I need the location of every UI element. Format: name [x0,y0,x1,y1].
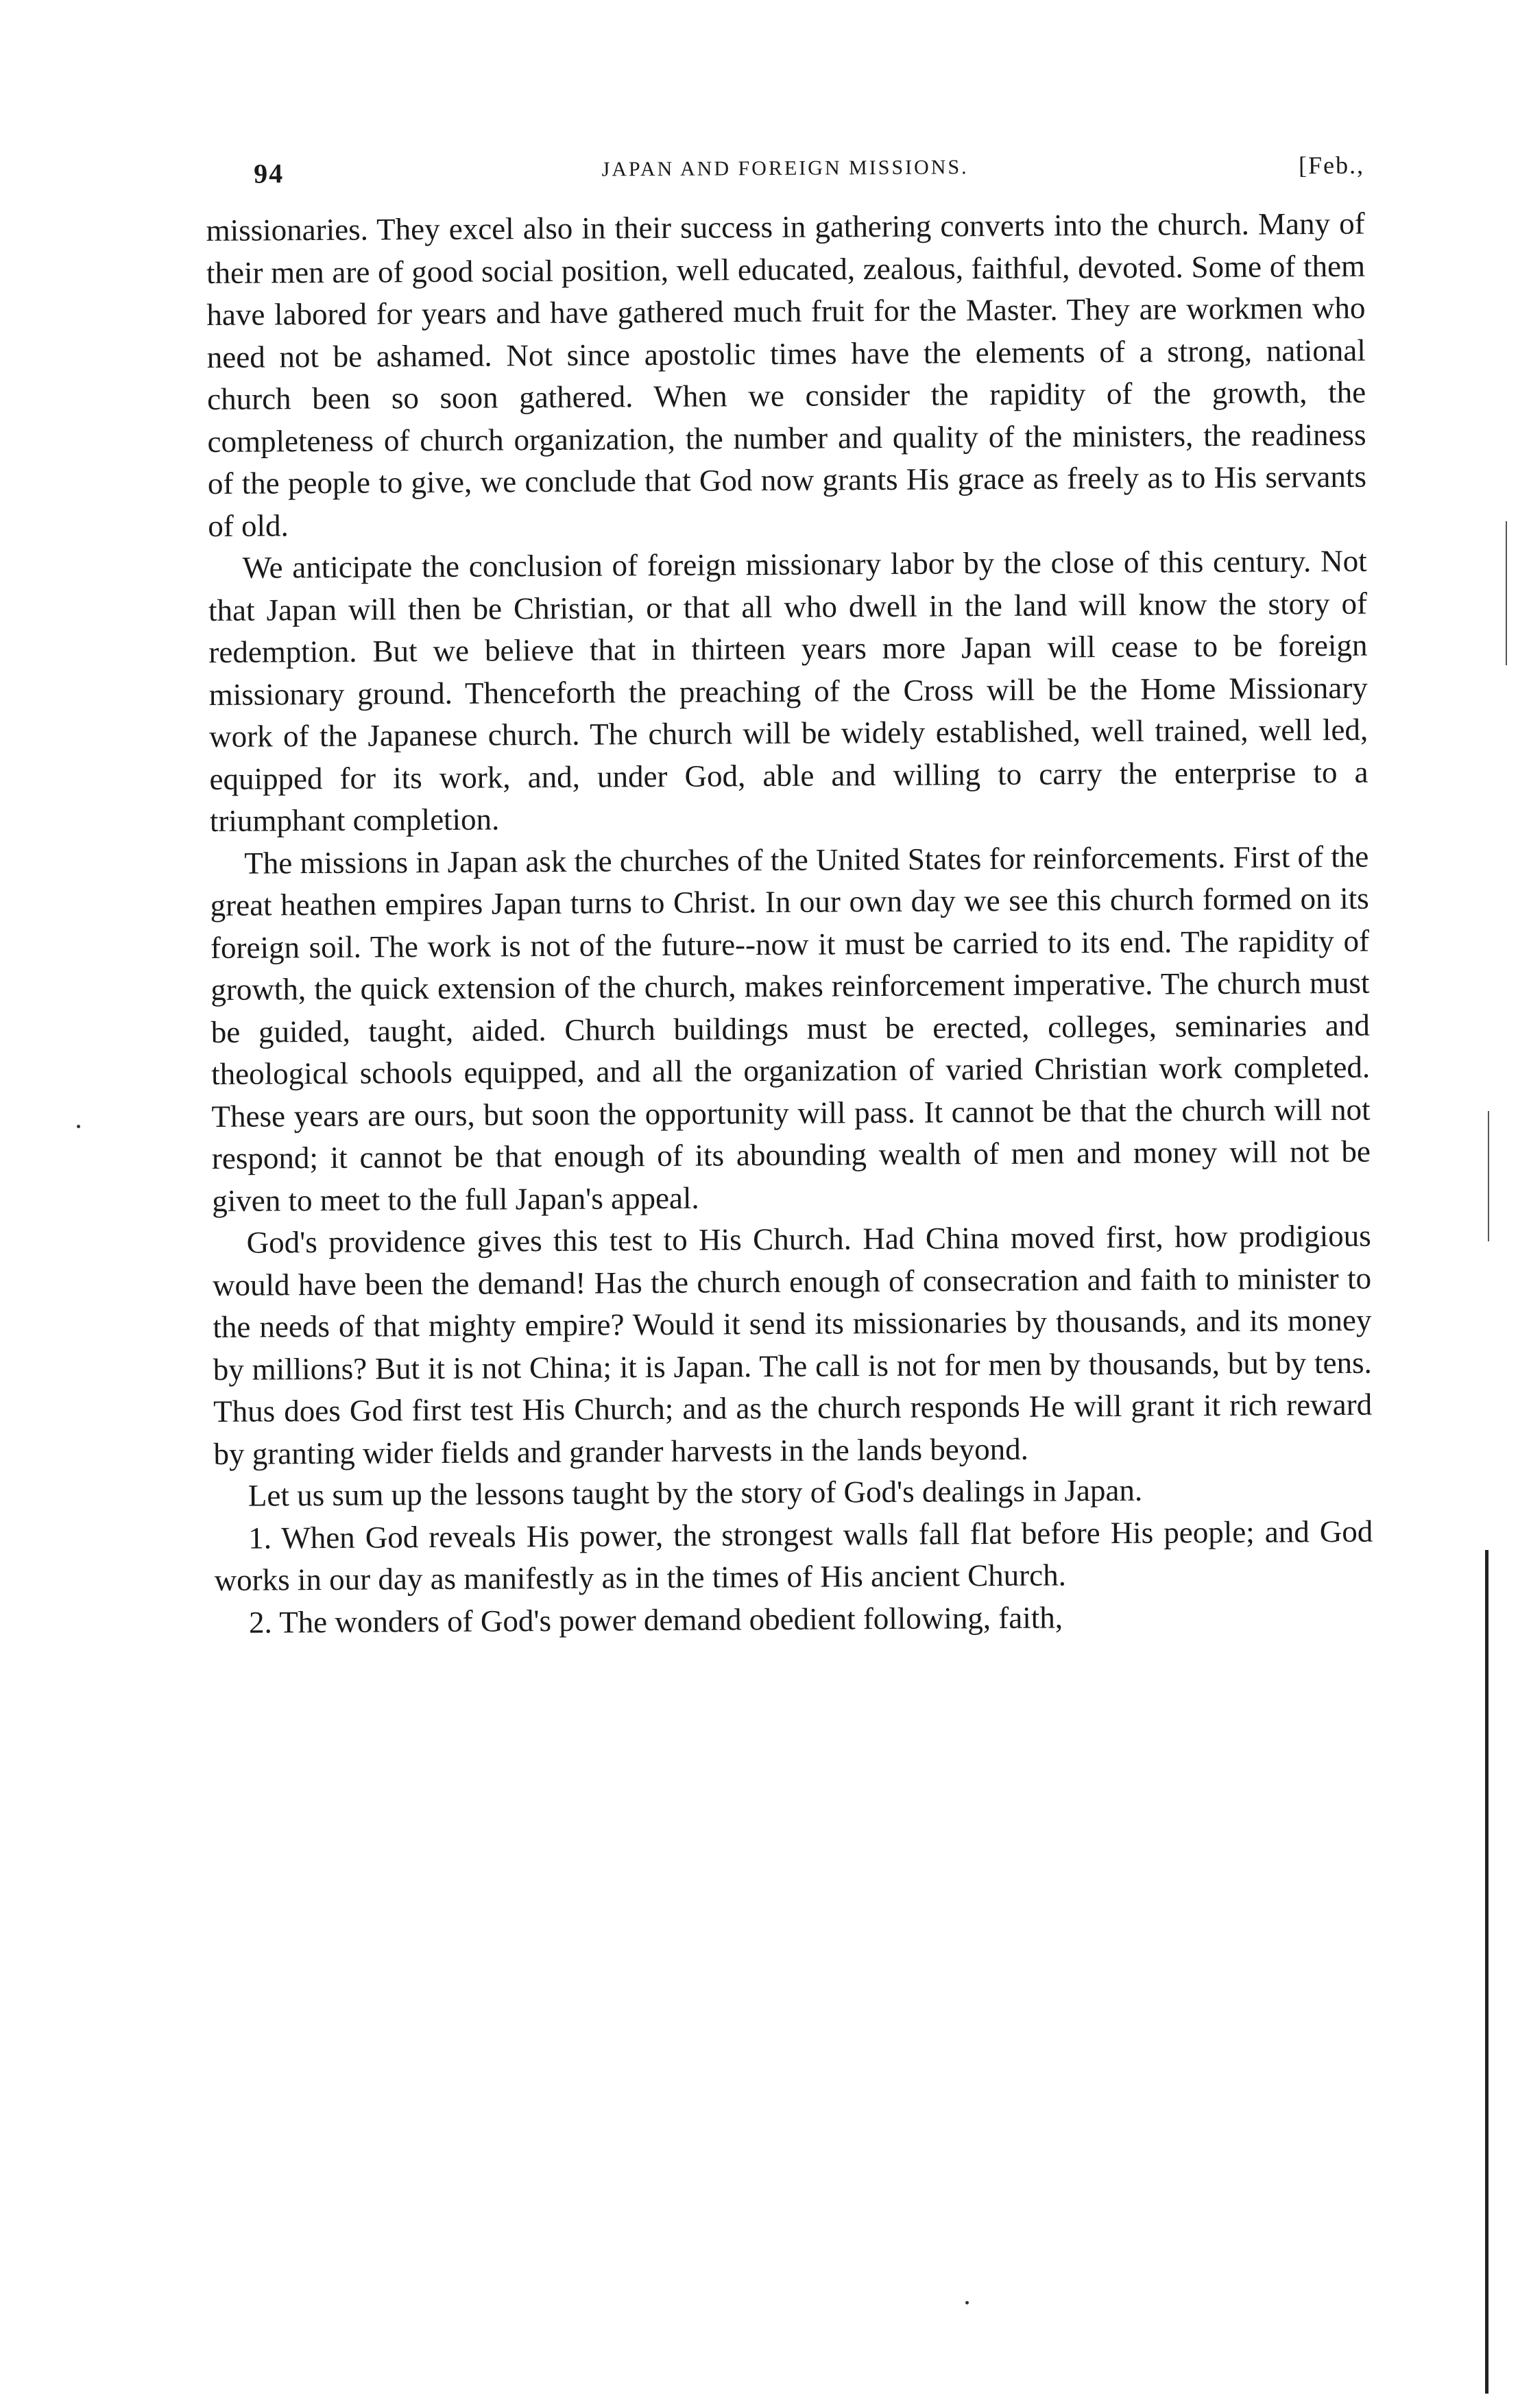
scan-edge-mark [1506,521,1507,665]
page-number: 94 [254,158,285,189]
scan-speck [77,1125,80,1128]
running-title: JAPAN AND FOREIGN MISSIONS. [601,156,969,181]
numbered-paragraph: 2. The wonders of God's power demand obedient following, faith, [248,1599,1063,1640]
scan-edge-mark [1488,1111,1489,1241]
paragraph: Let us sum up the lessons taught by the story of God's dealings in Japan. [248,1473,1143,1513]
date-mark: [Feb., [1298,151,1365,180]
paragraph-continued: missionaries. They excel also in their success in gathering converts into the church. Many of their men are of good social position, well educated, zealous, faithful, devoted. Some of them have labored for years and have gathered much fruit for the Master. They are workmen who need not be ashamed. Not since apostolic times have the elements of a strong, national church been so soon gathered. When we consider the rapidity of the growth, the completeness of church organization, the number and quality of the ministers, the readiness of the people to give, we conclude that God now grants His grace as freely as to His servants of old. [206,206,1367,543]
body-text [206,203,1373,1644]
paragraph: The missions in Japan ask the churches of the United States for reinforcements. First of the great heathen empires Japan turns to Christ. In our own day we see this church formed on its foreign soil. The work is not of the future--now it must be carried to its end. The rapidity of growth, the quick extension of the church, makes reinforcement imperative. The church must be guided, taught, aided. Church buildings must be erected, colleges, seminaries and theological schools equipped, and all the organization of varied Christian work completed. These years are ours, but soon the opportunity will pass. It cannot be that the church will not respond; it cannot be that enough of its abounding wealth of men and money will not be given to meet to the full Japan's appeal. [210,839,1371,1218]
paragraph: God's providence gives this test to His Church. Had China moved first, how prodigious would have been the demand! Has the church enough of consecration and faith to minister to the needs of that mighty empire? Would it send its missionaries by thousands, and its money by millions? But it is not China; it is Japan. The call is not for men by thousands, but by tens. Thus does God first test His Church; and as the church responds He will grant it rich reward by granting wider fields and grander harvests in the lands beyond. [212,1218,1373,1471]
running-head [206,151,1364,206]
numbered-paragraph: 1. When God reveals His power, the strongest walls fall flat before His people; and God works in our day as manifestly as in the times of His ancient Church. [214,1514,1373,1597]
scan-edge-mark [1485,1550,1488,2394]
paragraph: We anticipate the conclusion of foreign missionary labor by the close of this century. Not that Japan will then be Christian, or that all who dwell in the land will know the story of redemption. But we believe that in thirteen years more Japan will cease to be foreign missionary ground. Thenceforth the preaching of the Cross will be the Home Missionary work of the Japanese church. The church will be widely established, well trained, well led, equipped for its work, and, under God, able and willing to carry the enterprise to a triumphant completion. [208,543,1369,838]
book-page [206,151,1378,2352]
scan-speck [965,2301,969,2304]
